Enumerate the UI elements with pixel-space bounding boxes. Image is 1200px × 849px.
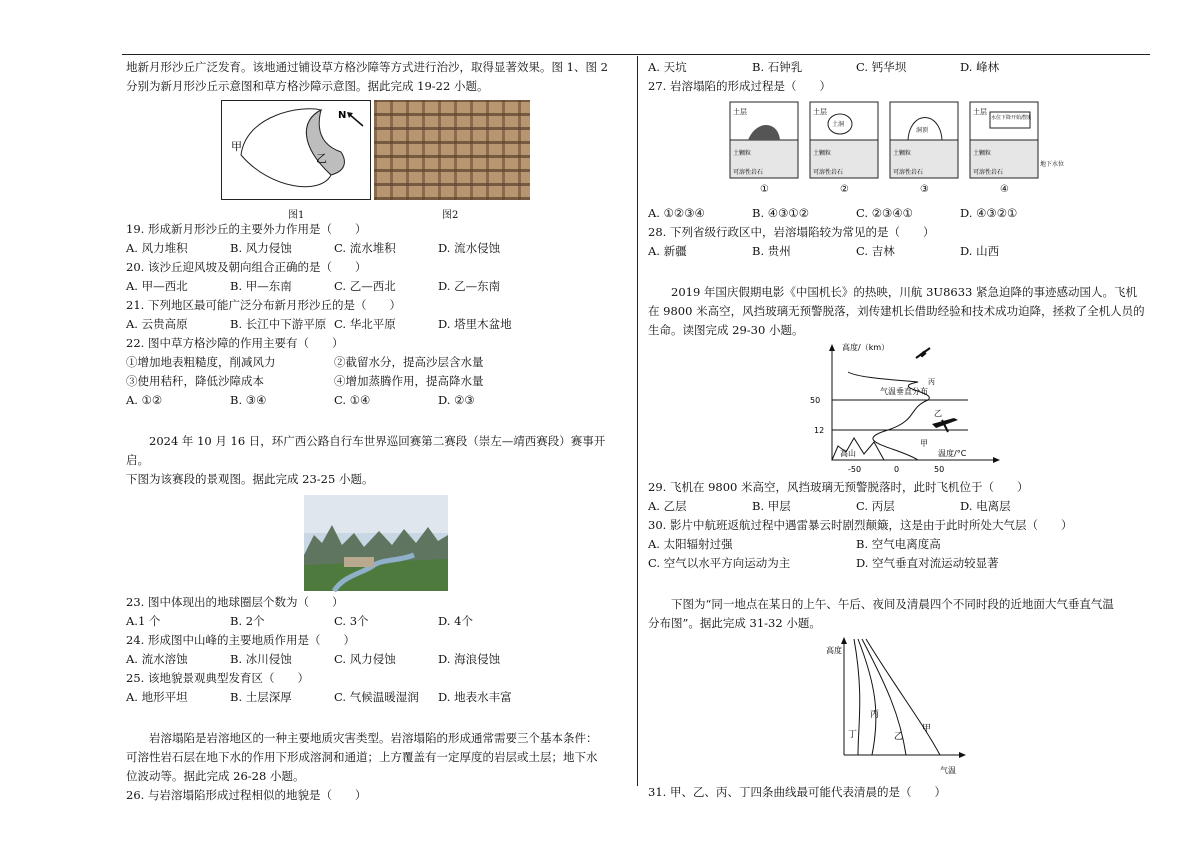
svg-text:土颗粒: 土颗粒 (813, 150, 832, 157)
question-29: 29. 飞机在 9800 米高空，风挡玻璃无预警脱落时，此时飞机位于（ ） (648, 480, 1029, 494)
intro-line: 地新月形沙丘广泛发育。该地通过铺设草方格沙障等方式进行治沙，取得显著效果。图 1、图 2 (126, 60, 608, 74)
option: C. 风力侵蚀 (334, 652, 396, 666)
option: A. 风力堆积 (126, 241, 188, 255)
option: A.1 个 (126, 614, 161, 628)
intro5-line: 下图为“同一地点在某日的上午、午后、夜间及清晨四个不同时段的近地面大气垂直气温 (671, 597, 1114, 611)
figure-karst-collapse (648, 96, 1150, 204)
option: C. 气候温暖湿润 (334, 690, 419, 704)
svg-text:水位下降开始潜蚀: 水位下降开始潜蚀 (991, 115, 1032, 121)
svg-text:土层: 土层 (813, 108, 827, 116)
layer-bing: 丙 (928, 378, 935, 386)
intro3-line: 位波动等。据此完成 26-28 小题。 (126, 769, 305, 783)
option: D. 山西 (960, 244, 1000, 258)
option: C. ①④ (334, 393, 371, 407)
panel-1 (730, 102, 798, 195)
curve-label: 气温垂直分布 (880, 387, 928, 396)
option: D. 峰林 (960, 60, 1000, 74)
question-27: 27. 岩溶塌陷的形成过程是（ ） (648, 79, 831, 93)
q20-options (126, 277, 628, 296)
question-23: 23. 图中体现出的地球圈层个数为（ ） (126, 595, 344, 609)
grass-checkerboard-photo (374, 100, 530, 200)
question-26: 26. 与岩溶塌陷形成过程相似的地貌是（ ） (126, 788, 367, 802)
question-31: 31. 甲、乙、丙、丁四条曲线最可能代表清晨的是（ ） (648, 785, 946, 799)
svg-text:土层: 土层 (733, 108, 747, 116)
option: B. 2个 (230, 614, 265, 628)
intro2-line: 2024 年 10 月 16 日，环广西公路自行车世界巡回赛第二赛段（崇左—靖西赛段）赛事开启。 (126, 434, 606, 467)
svg-text:土层: 土层 (973, 108, 987, 116)
svg-text:可溶性岩石: 可溶性岩石 (813, 169, 844, 176)
xtick: 50 (934, 465, 945, 474)
ytick: 50 (810, 396, 821, 405)
q22-options (126, 391, 628, 410)
svg-text:③: ③ (920, 184, 929, 195)
option: C. 乙—西北 (334, 279, 396, 293)
intro-line: 分别为新月形沙丘示意图和草方格沙障示意图。据此完成 19-22 小题。 (126, 79, 489, 93)
option: A. 甲—西北 (126, 279, 188, 293)
svg-text:洞顶: 洞顶 (916, 127, 929, 134)
q19-options (126, 239, 628, 258)
option: C. ②③④① (856, 206, 913, 220)
fig2-caption: 图2 (442, 210, 459, 221)
option: B. 长江中下游平原 (230, 317, 327, 331)
ytick: 12 (814, 426, 825, 435)
column-divider (637, 56, 638, 786)
option: D. 地表水丰富 (438, 690, 512, 704)
legend-water-table: 地下水位 (1040, 161, 1065, 168)
option: B. ③④ (230, 393, 267, 407)
svg-text:可溶性岩石: 可溶性岩石 (973, 169, 1004, 176)
option: B. 甲—东南 (230, 279, 292, 293)
option: C. 3个 (334, 614, 369, 628)
label-yi: 乙 (316, 152, 327, 165)
statement: ②截留水分，提高沙层含水量 (334, 355, 484, 369)
ylabel: 高度/（km） (842, 343, 890, 352)
option: D. 乙—东南 (438, 279, 501, 293)
karst-collapse-diagram (728, 100, 1065, 196)
q27-options (648, 204, 1150, 223)
curve-bing: 丙 (870, 710, 880, 720)
layer-jia: 甲 (920, 439, 928, 448)
option: D. 空气垂直对流运动较显著 (856, 556, 999, 570)
crescent-dune-diagram (221, 100, 371, 204)
option: D. 塔里木盆地 (438, 317, 512, 331)
intro4-line: 在 9800 米高空，风挡玻璃无预警脱落，刘传建机长借助经验和技术成功迫降，拯救了全机人员的 (648, 304, 1145, 318)
statement: ③使用秸秆，降低沙障成本 (126, 374, 264, 388)
xlabel: 温度/°C (938, 449, 967, 458)
figure-dune (126, 96, 628, 220)
svg-text:可溶性岩石: 可溶性岩石 (733, 169, 764, 176)
panel-2 (810, 102, 878, 195)
option: B. ④③①② (752, 206, 810, 220)
option: B. 贵州 (752, 244, 791, 258)
intro5-line: 分布图”。据此完成 31-32 小题。 (648, 616, 821, 630)
north-label: N (338, 110, 347, 121)
q25-options (126, 688, 628, 707)
option: D. ④③②① (960, 206, 1018, 220)
q28-options (648, 242, 1150, 261)
option: B. 甲层 (752, 499, 791, 513)
q21-options (126, 315, 628, 334)
option: D. 流水侵蚀 (438, 241, 501, 255)
option: B. 土层深厚 (230, 690, 292, 704)
option: A. ①②③④ (648, 206, 705, 220)
layer-yi: 乙 (934, 409, 942, 418)
figure-temperature-profile (648, 633, 1150, 783)
option: C. 吉林 (856, 244, 895, 258)
option: A. 乙层 (648, 499, 687, 513)
option: A. 流水溶蚀 (126, 652, 188, 666)
q22-items (126, 372, 628, 391)
intro4-line: 生命。读图完成 29-30 小题。 (648, 323, 804, 337)
option: A. 新疆 (648, 244, 687, 258)
svg-text:②: ② (840, 184, 849, 195)
panel-4 (970, 102, 1038, 195)
question-25: 25. 该地貌景观典型发育区（ ） (126, 671, 309, 685)
option: D. 海浪侵蚀 (438, 652, 501, 666)
svg-text:土颗粒: 土颗粒 (893, 150, 912, 157)
temperature-profile-chart (824, 635, 974, 781)
svg-text:④: ④ (1000, 184, 1009, 195)
question-22: 22. 图中草方格沙障的作用主要有（ ） (126, 336, 344, 350)
curve-yi: 乙 (894, 732, 904, 742)
option: C. 华北平原 (334, 317, 396, 331)
q23-options (126, 612, 628, 631)
ylabel: 高度 (826, 646, 842, 655)
label-jia: 甲 (231, 140, 242, 153)
svg-text:土洞: 土洞 (832, 121, 845, 128)
atmosphere-layer-chart (808, 342, 1008, 476)
q26-options (648, 58, 1150, 77)
option: D. 4个 (438, 614, 473, 628)
svg-text:可溶性岩石: 可溶性岩石 (893, 169, 924, 176)
option: B. 石钟乳 (752, 60, 803, 74)
option: A. 地形平坦 (126, 690, 188, 704)
curve-jia: 甲 (922, 724, 932, 734)
statement: ④增加蒸腾作用，提高降水量 (334, 374, 484, 388)
intro4-line: 2019 年国庆假期电影《中国机长》的热映，川航 3U8633 紧急迫降的事迹感动国人。飞机 (671, 285, 1138, 299)
curve-ding: 丁 (848, 730, 858, 740)
fig1-caption: 图1 (288, 210, 305, 221)
option: C. 钙华坝 (856, 60, 907, 74)
figure-atmosphere (648, 340, 1150, 478)
right-column (648, 58, 1150, 802)
option: C. 流水堆积 (334, 241, 396, 255)
q24-options (126, 650, 628, 669)
satellite-icon (916, 348, 930, 358)
statement: ①增加地表粗糙度，削减风力 (126, 355, 276, 369)
question-19: 19. 形成新月形沙丘的主要外力作用是（ ） (126, 222, 367, 236)
figure-landscape (126, 489, 628, 593)
panel-3 (890, 102, 958, 195)
option: B. 风力侵蚀 (230, 241, 292, 255)
intro2-line: 下图为该赛段的景观图。据此完成 23-25 小题。 (126, 472, 374, 486)
svg-text:土颗粒: 土颗粒 (973, 150, 992, 157)
top-rule (122, 54, 1150, 55)
xtick: -50 (848, 465, 862, 474)
intro3-line: 岩溶塌陷是岩溶地区的一种主要地质灾害类型。岩溶塌陷的形成通常需要三个基本条件： (149, 731, 598, 745)
left-column (126, 58, 628, 805)
question-21: 21. 下列地区最可能广泛分布新月形沙丘的是（ ） (126, 298, 401, 312)
intro3-line: 可溶性岩石层在地下水的作用下形成溶洞和通道；上方覆盖有一定厚度的岩层或土层；地下水 (126, 750, 598, 764)
mountain-label: 高山 (840, 449, 856, 458)
option: B. 空气电离度高 (856, 537, 941, 551)
option: B. 冰川侵蚀 (230, 652, 292, 666)
question-30: 30. 影片中航班返航过程中遇雷暴云时剧烈颠簸，这是由于此时所处大气层（ ） (648, 518, 1073, 532)
question-28: 28. 下列省级行政区中，岩溶塌陷较为常见的是（ ） (648, 225, 935, 239)
q29-options (648, 497, 1150, 516)
option: D. ②③ (438, 393, 475, 407)
q22-items (126, 353, 628, 372)
q30-options (648, 554, 1150, 573)
option: A. 云贵高原 (126, 317, 188, 331)
svg-text:①: ① (760, 184, 769, 195)
option: C. 空气以水平方向运动为主 (648, 556, 791, 570)
question-20: 20. 该沙丘迎风坡及朝向组合正确的是（ ） (126, 260, 367, 274)
karst-landscape-photo (304, 495, 448, 591)
option: A. ①② (126, 393, 163, 407)
xlabel: 气温 (940, 766, 956, 775)
question-24: 24. 形成图中山峰的主要地质作用是（ ） (126, 633, 355, 647)
option: A. 天坑 (648, 60, 687, 74)
xtick: 0 (894, 465, 900, 474)
option: D. 电离层 (960, 499, 1011, 513)
option: C. 丙层 (856, 499, 895, 513)
svg-text:土颗粒: 土颗粒 (733, 150, 752, 157)
q30-options (648, 535, 1150, 554)
option: A. 太阳辐射过强 (648, 537, 733, 551)
